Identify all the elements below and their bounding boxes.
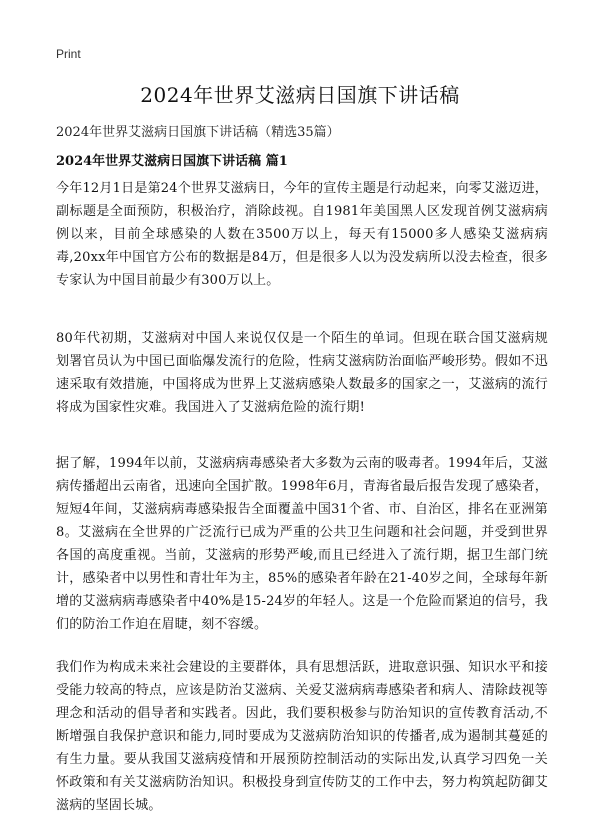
- document-subtitle: 2024年世界艾滋病日国旗下讲话稿（精选35篇）: [56, 125, 340, 140]
- paragraph: 我们作为构成未来社会建设的主要群体，具有思想活跃，进取意识强、知识水平和接受能力较高的特点，应该是防治艾滋病、关爱艾滋病病毒感染者和病人、清除歧视等理念和活动的倡导者和实践者。因此，我们要积极参与防治知识的宣传教育活动,不断增强自我保护意识和能力,同时要成为艾滋病防治知识的传播者,成为遏制其蔓延的有生力量。要从我国艾滋病疫情和开展预防控制活动的实际出发,认真学习四免一关怀政策和有关艾滋病防治知识。积极投身到宣传防艾的工作中去，努力构筑起防御艾滋病的坚固长城。: [56, 660, 548, 813]
- paragraph: 80年代初期，艾滋病对中国人来说仅仅是一个陌生的单词。但现在联合国艾滋病规划署官员认为中国已面临爆发流行的危险，性病艾滋病防治面临严峻形势。假如不迅速采取有效措施，中国将成为世界上艾滋病感染人数最多的国家之一，艾滋病的流行将成为国家性灾难。我国进入了艾滋病危险的流行期!: [56, 331, 548, 415]
- section-heading-1: 2024年世界艾滋病日国旗下讲话稿 篇1: [56, 154, 288, 169]
- print-link[interactable]: Print: [56, 47, 81, 61]
- paragraph: 据了解，1994年以前，艾滋病病毒感染者大多数为云南的吸毒者。1994年后，艾滋病传播超出云南省，迅速向全国扩散。1998年6月，青海省最后报告发现了感染者，短短4年间，艾滋病病毒感染报告全面覆盖中国31个省、市、自治区，排名在亚洲第8。艾滋病在全世界的广泛流行已成为严重的公共卫生问题和社会问题，并受到世界各国的高度重视。当前，艾滋病的形势严峻,而且已经进入了流行期，据卫生部门统计，感染者中以男性和青壮年为主，85%的感染者年龄在21-40岁之间，全球每年新增的艾滋病病毒感染者中40%是15-24岁的年轻人。这是一个危险而紧迫的信号，我们的防治工作迫在眉睫，刻不容缓。: [56, 456, 548, 632]
- paragraph: 今年12月1日是第24个世界艾滋病日，今年的宣传主题是行动起来，向零艾滋迈进，副标题是全面预防，积极治疗，消除歧视。自1981年美国黑人区发现首例艾滋病病例以来，目前全球感染的人数在3500万以上，每天有15000多人感染艾滋病病毒,20xx年中国官方公布的数据是84万，但是很多人以为没发病所以没去检查，很多专家认为中国目前最少有300万以上。: [56, 181, 548, 288]
- document-title: 2024年世界艾滋病日国旗下讲话稿: [140, 83, 460, 107]
